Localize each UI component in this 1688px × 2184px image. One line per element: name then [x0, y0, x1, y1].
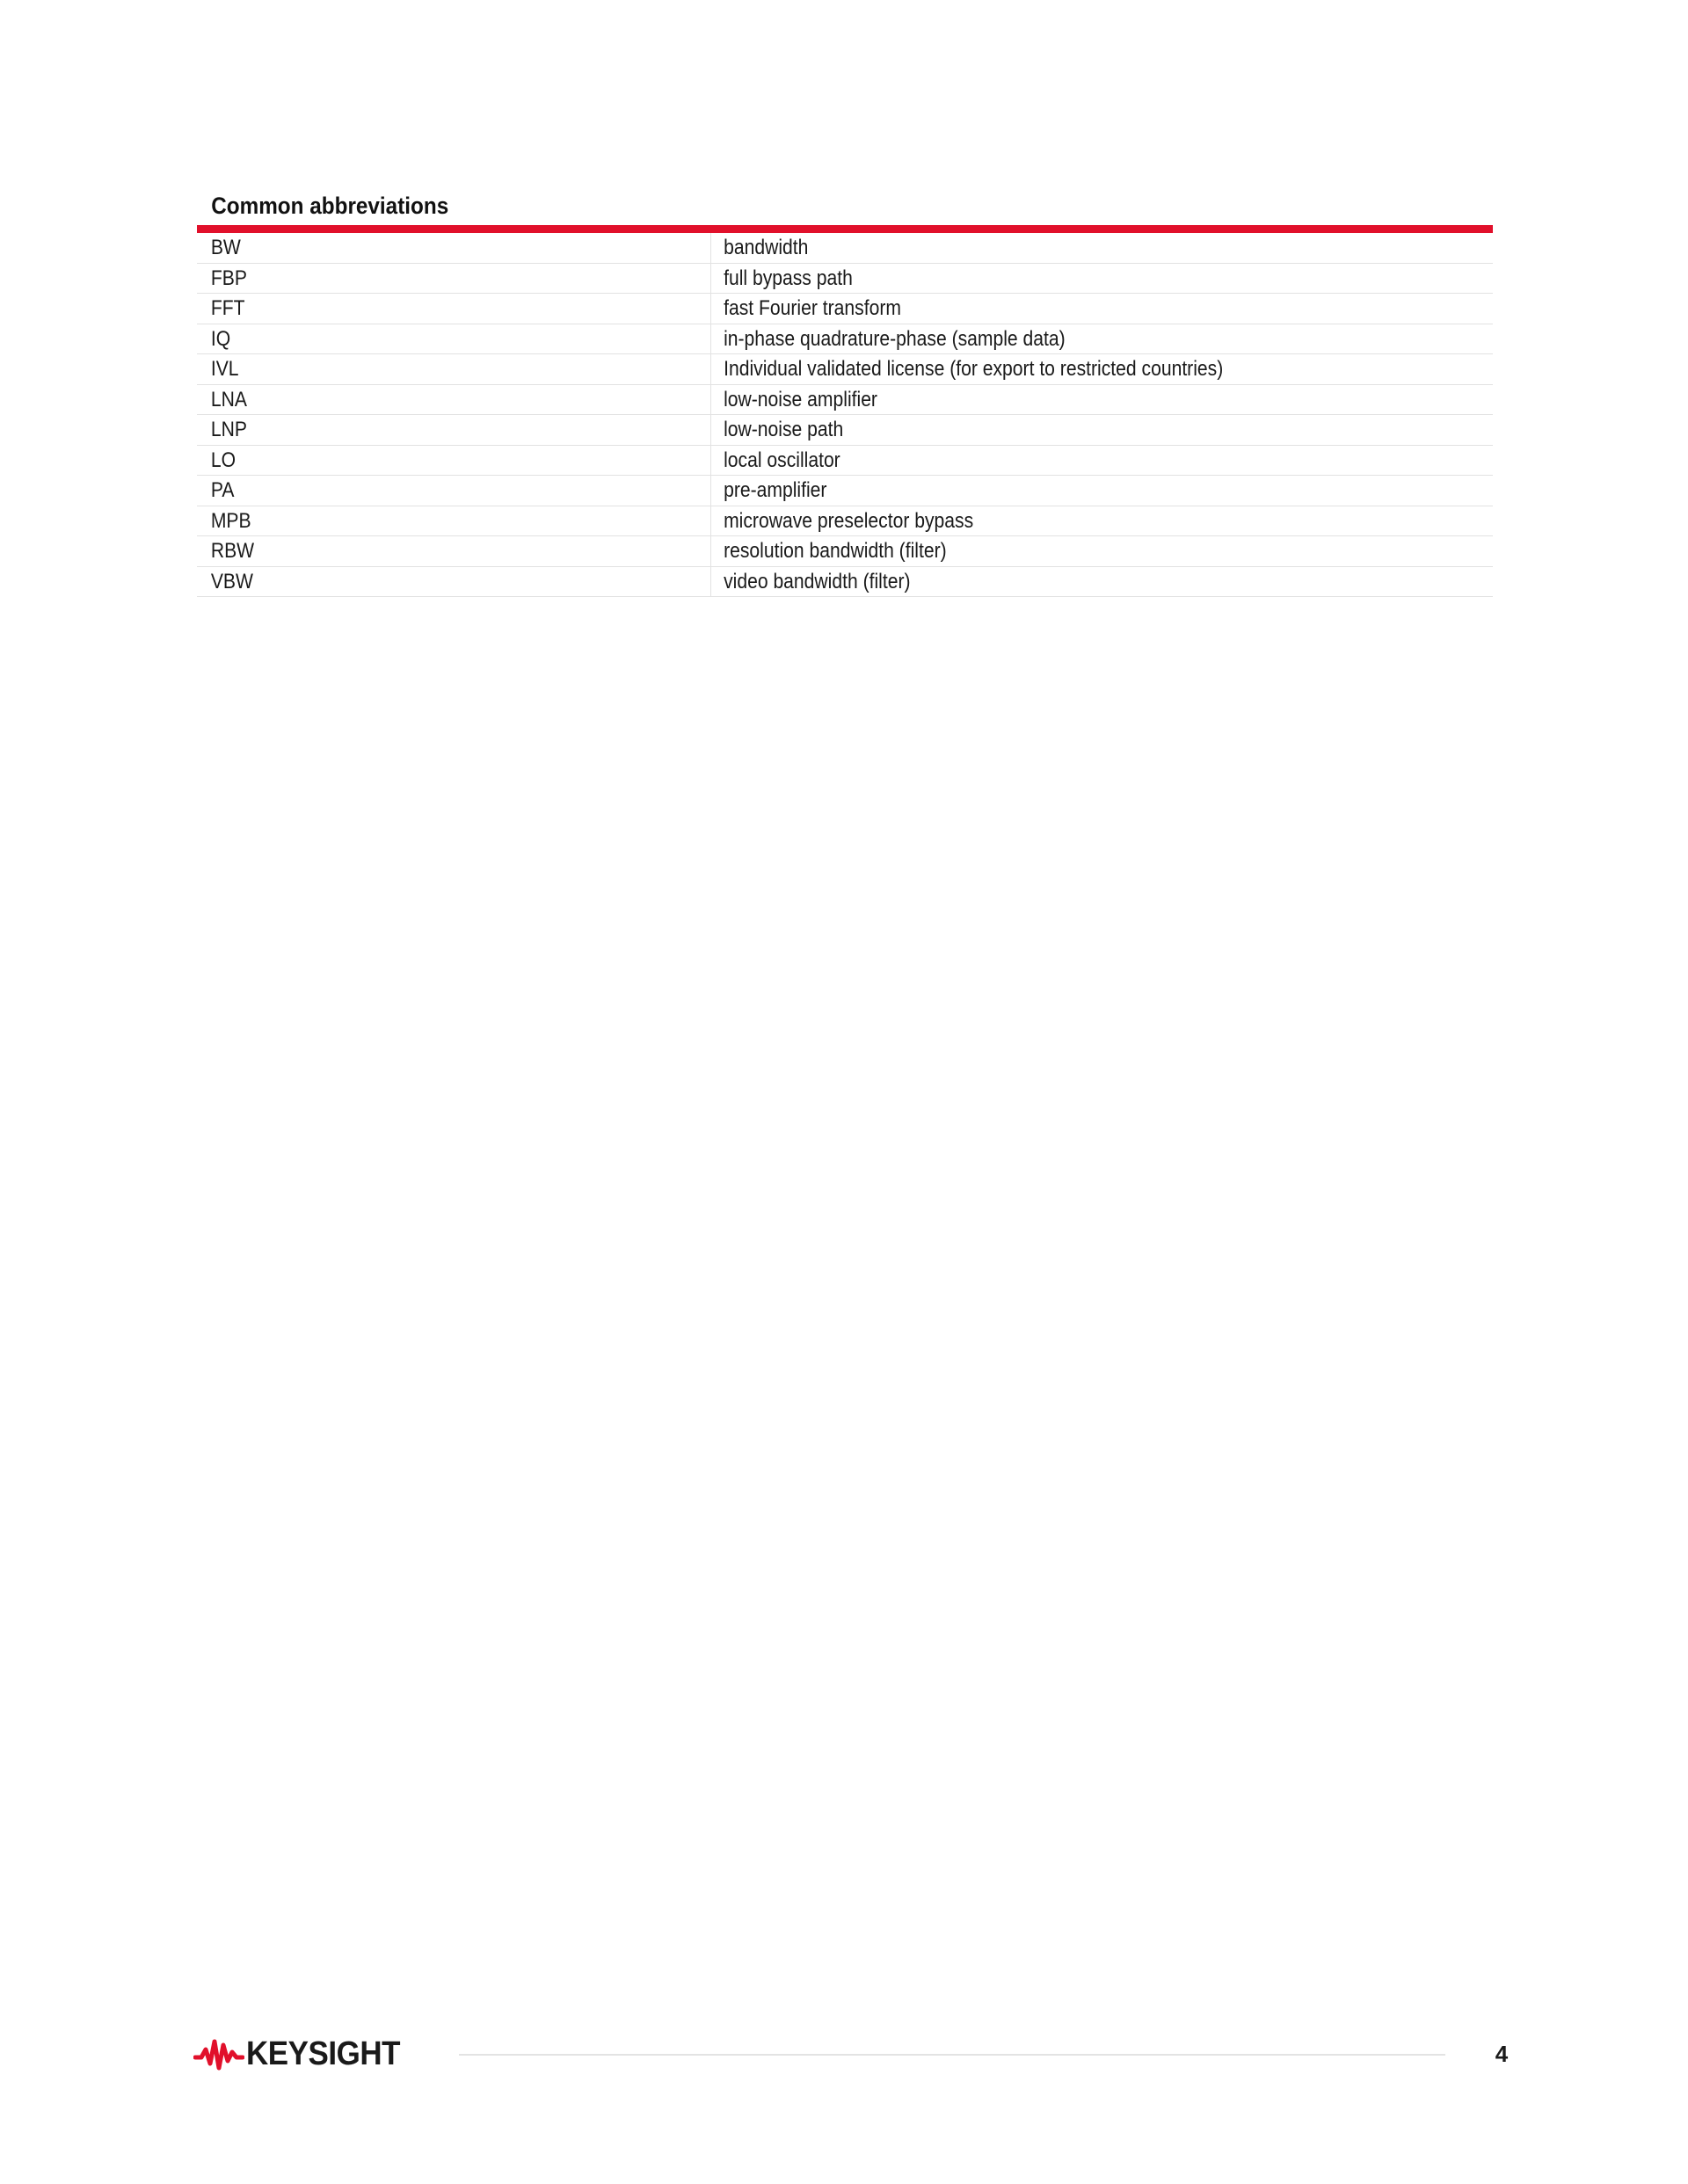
definition-cell: [710, 354, 1493, 385]
term-cell: [197, 384, 710, 415]
table-row: [197, 384, 1493, 415]
table-row: [197, 324, 1493, 354]
page-number: 4: [1495, 2041, 1509, 2067]
term-cell: [197, 506, 710, 536]
term-cell: [197, 445, 710, 476]
table-row: [197, 536, 1493, 567]
keysight-logo: [193, 2035, 413, 2073]
definition-text: bandwidth: [723, 236, 808, 260]
definition-cell: [710, 476, 1493, 506]
table-row: [197, 445, 1493, 476]
table-row: [197, 354, 1493, 385]
definition-cell: [710, 445, 1493, 476]
term-cell: [197, 263, 710, 294]
table-row: [197, 294, 1493, 324]
term-text: VBW: [210, 569, 253, 593]
term-text: IQ: [210, 326, 231, 351]
table-row: [197, 566, 1493, 597]
abbreviations-table: [197, 233, 1493, 597]
definition-text: fast Fourier transform: [723, 296, 901, 321]
table-header-rule: [197, 225, 1493, 233]
definition-text: microwave preselector bypass: [723, 508, 973, 533]
definition-text: full bypass path: [723, 266, 853, 290]
definition-cell: [710, 415, 1493, 446]
term-cell: [197, 566, 710, 597]
definition-text: low-noise path: [723, 418, 843, 442]
term-cell: [197, 415, 710, 446]
definition-cell: [710, 384, 1493, 415]
term-text: LNA: [210, 387, 247, 411]
term-text: FFT: [210, 296, 245, 321]
definition-cell: [710, 324, 1493, 354]
definition-text: low-noise amplifier: [723, 387, 877, 411]
term-text: RBW: [210, 539, 255, 564]
keysight-wave-icon: [193, 2035, 244, 2073]
term-text: BW: [210, 236, 241, 260]
abbreviations-section: [197, 190, 1493, 597]
term-text: IVL: [210, 357, 239, 382]
section-title: Common abbreviations: [211, 193, 449, 219]
definition-text: in-phase quadrature-phase (sample data): [723, 326, 1066, 351]
table-row: [197, 476, 1493, 506]
definition-text: local oscillator: [723, 448, 840, 472]
definition-cell: [710, 506, 1493, 536]
definition-cell: [710, 294, 1493, 324]
term-cell: [197, 324, 710, 354]
footer-divider: [459, 2054, 1445, 2056]
table-row: [197, 263, 1493, 294]
definition-cell: [710, 566, 1493, 597]
term-cell: [197, 354, 710, 385]
term-text: MPB: [210, 508, 251, 533]
definition-cell: [710, 263, 1493, 294]
definition-text: pre-amplifier: [723, 478, 826, 503]
term-cell: [197, 476, 710, 506]
definition-text: resolution bandwidth (filter): [723, 539, 947, 564]
definition-text: Individual validated license (for export to restricted countries): [723, 357, 1223, 382]
definition-text: video bandwidth (filter): [723, 569, 911, 593]
table-row: [197, 506, 1493, 536]
term-cell: [197, 294, 710, 324]
term-cell: [197, 233, 710, 263]
table-row: [197, 415, 1493, 446]
definition-cell: [710, 233, 1493, 263]
table-row: [197, 233, 1493, 263]
term-text: PA: [210, 478, 235, 503]
term-text: LO: [210, 448, 236, 472]
definition-cell: [710, 536, 1493, 567]
term-text: LNP: [210, 418, 247, 442]
logo-wordmark: KEYSIGHT: [246, 2035, 401, 2072]
term-cell: [197, 536, 710, 567]
term-text: FBP: [210, 266, 247, 290]
